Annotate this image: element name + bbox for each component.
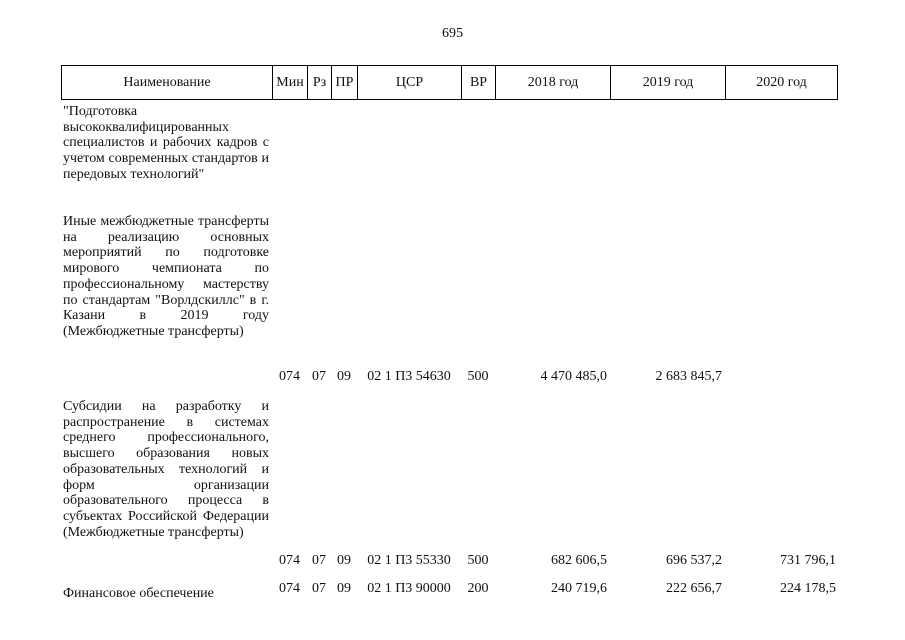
row-2018: 240 719,6 [551, 581, 607, 596]
header-min: Мин [273, 66, 308, 99]
row-name: "Подготовка высококвалифицированных специалистов и рабочих кадров с учетом современных стандартов и передовых технологий" [63, 104, 269, 182]
row-csr: 02 1 П3 54630 [367, 369, 451, 384]
row-pr: 09 [337, 553, 351, 568]
row-rz: 07 [312, 581, 326, 596]
row-2019: 222 656,7 [666, 581, 722, 596]
header-pr: ПР [332, 66, 358, 99]
row-min: 074 [279, 581, 300, 596]
row-csr: 02 1 П3 90000 [367, 581, 451, 596]
row-vr: 500 [467, 553, 489, 568]
header-rz: Рз [308, 66, 332, 99]
row-min: 074 [279, 369, 300, 384]
row-2019: 696 537,2 [666, 553, 722, 568]
row-pr: 09 [337, 369, 351, 384]
row-2019: 2 683 845,7 [655, 369, 722, 384]
row-csr: 02 1 П3 55330 [367, 553, 451, 568]
header-2018: 2018 год [496, 66, 611, 99]
table-header [61, 65, 838, 100]
row-name: Финансовое обеспечение [63, 586, 214, 601]
row-rz: 07 [312, 369, 326, 384]
row-vr: 500 [467, 369, 489, 384]
header-csr: ЦСР [358, 66, 462, 99]
page-number: 695 [442, 26, 463, 41]
row-2020: 731 796,1 [780, 553, 836, 568]
row-min: 074 [279, 553, 300, 568]
row-2020: 224 178,5 [780, 581, 836, 596]
row-name: Иные межбюджетные трансферты на реализацию основных мероприятий по подготовке мирового чемпионата по профессиональному мастерству по стандартам "Ворлдскиллс" в г. Казани в 2019 году (Межбюджетные трансферты) [63, 214, 269, 339]
row-2018: 682 606,5 [551, 553, 607, 568]
header-2020: 2020 год [756, 74, 807, 90]
row-vr: 200 [467, 581, 489, 596]
row-2018: 4 470 485,0 [540, 369, 607, 384]
row-rz: 07 [312, 553, 326, 568]
header-vr: ВР [462, 66, 496, 99]
header-name: Наименование [62, 66, 273, 99]
header-2019: 2019 год [611, 66, 726, 99]
row-pr: 09 [337, 581, 351, 596]
row-name: Субсидии на разработку и распространение в системах среднего профессионального, высшего образования новых образовательных технологий и форм организации образовательного процесса в субъектах Российской Федерации (Межбюджетные трансферты) [63, 399, 269, 540]
